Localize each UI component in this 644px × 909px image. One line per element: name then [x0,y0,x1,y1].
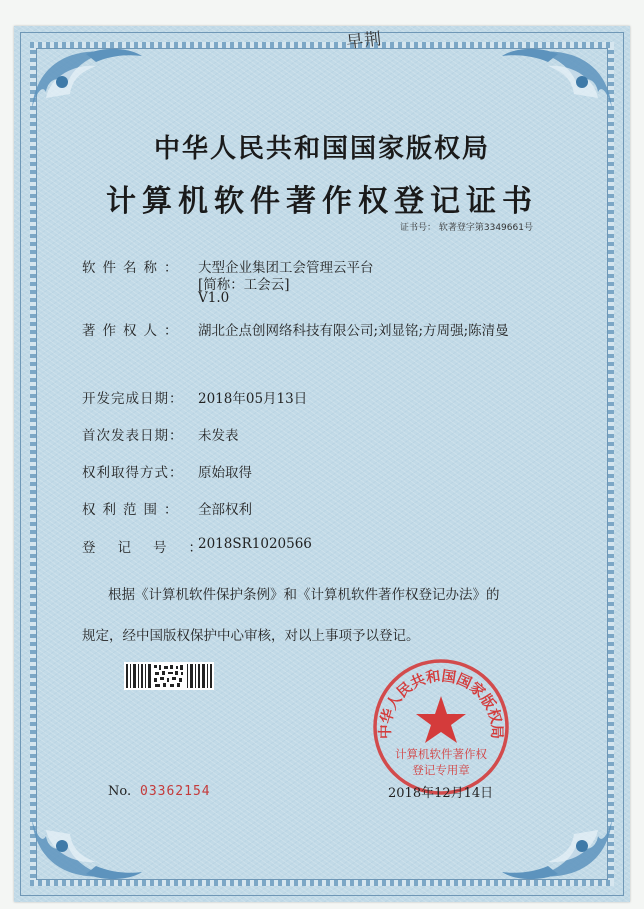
corner-ornament-icon [498,810,618,890]
serial-number: 03362154 [140,784,211,799]
certificate-title: 计算机软件著作权登记证书 [106,184,538,219]
handwritten-note: 早荆 [345,29,384,53]
svg-text:中华人民共和国国家版权局: 中华人民共和国国家版权局 [377,668,505,740]
statement-line-2: 规定，经中国版权保护中心审核，对以上事项予以登记。 [82,628,420,644]
reg-no-label: 登记号： [82,540,224,556]
first-publish: 未发表 [198,428,239,444]
first-publish-label: 首次发表日期： [82,428,184,444]
software-name: 大型企业集团工会管理云平台 [198,260,374,276]
seal-text-line-2: 登记专用章 [412,763,470,777]
issuer-title: 中华人民共和国国家版权局 [153,134,490,164]
acquire-method: 原始取得 [198,465,252,481]
seal-text-line-1: 计算机软件著作权 [395,747,487,761]
issue-date: 2018年12月14日 [388,786,494,801]
scope-label: 权利范围： [82,502,185,518]
acquire-method-label: 权利取得方式： [82,465,184,481]
corner-ornament-icon [26,38,146,118]
scope: 全部权利 [198,502,252,518]
corner-ornament-icon [498,38,618,118]
software-short-name: [简称：工会云] [198,277,290,293]
certificate-number: 证书号： 软著登字第3349661号 [400,223,533,233]
barcode-icon [124,662,214,690]
corner-ornament-icon [26,810,146,890]
completion-date-label: 开发完成日期： [82,391,184,407]
reg-no: 2018SR1020566 [198,536,312,552]
copyright-owner: 湖北企点创网络科技有限公司;刘显铭;方周强;陈清曼 [198,323,509,339]
serial-label: No. [108,784,132,799]
software-version: V1.0 [198,290,230,306]
copyright-owner-label: 著作权人： [82,323,185,339]
software-name-label: 软件名称： [82,260,185,276]
completion-date: 2018年05月13日 [198,391,308,407]
statement-line-1: 根据《计算机软件保护条例》和《计算机软件著作权登记办法》的 [108,587,500,603]
